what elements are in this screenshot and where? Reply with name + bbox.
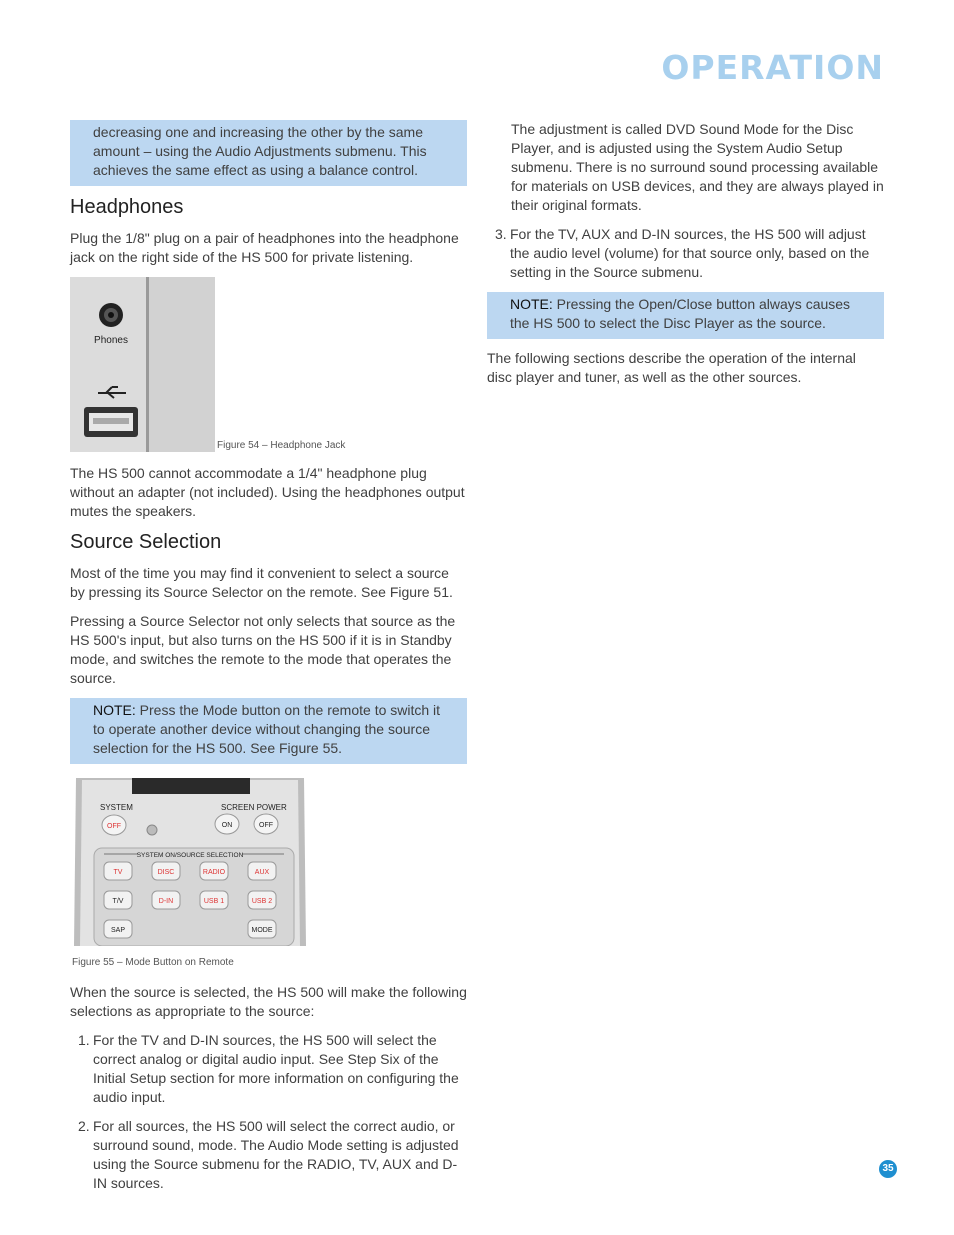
right-list — [487, 225, 884, 282]
note-text: Press the Mode button on the remote to switch it to operate another device without changing the source selection for the HS 500. See Figure 55. — [93, 702, 441, 756]
right-paragraph-1: The adjustment is called DVD Sound Mode for the Disc Player, and is adjusted using the System Audio Setup submenu. There is no surround sound processing available for materials on USB devices, and they are always played in their original formats. — [511, 121, 884, 213]
right-column — [487, 120, 884, 397]
right-paragraph-2: The following sections describe the operation of the internal disc player and tuner, as well as the other sources. — [487, 350, 856, 385]
source-selection-heading: Source Selection — [70, 531, 222, 553]
figure-headphone-jack — [70, 277, 467, 452]
svg-text:RADIO: RADIO — [202, 869, 226, 876]
page-number-badge: 35 — [879, 1160, 897, 1178]
note-box-open-close — [487, 292, 884, 339]
note-box-top: decreasing one and increasing the other by the same amount – using the Audio Adjustments submenu. This achieves the same effect as using a balance control. — [70, 120, 467, 186]
figure-54-caption: Figure 54 – Headphone Jack — [217, 440, 346, 451]
remote-photo — [70, 778, 310, 946]
indicator-light-icon — [147, 825, 157, 835]
source-paragraph-1: Most of the time you may find it convenient to select a source by pressing its Source Selector on the remote. See Figure 51. — [70, 565, 453, 600]
svg-text:ON: ON — [221, 822, 233, 829]
note-text: Pressing the Open/Close button always causes the HS 500 to select the Disc Player as the source. — [510, 296, 851, 331]
headphones-paragraph-1: Plug the 1/8" plug on a pair of headphones into the headphone jack on the right side of the HS 500 for private listening. — [70, 230, 459, 265]
left-column — [70, 120, 467, 1203]
svg-text:SAP: SAP — [110, 927, 126, 934]
list-item: 2. For all sources, the HS 500 will select the correct audio, or surround sound, mode. The Audio Mode setting is adjusted using the Source submenu for the RADIO, TV, AUX and D-IN sources. — [78, 1118, 459, 1191]
svg-text:SYSTEM ON/SOURCE SELECTION: SYSTEM ON/SOURCE SELECTION — [136, 852, 244, 859]
svg-text:OFF: OFF — [259, 822, 273, 829]
list-item: 1. For the TV and D-IN sources, the HS 500 will select the correct analog or digital audio input. See Step Six of the Initial Setup section for more information on configuring the audio input. — [78, 1032, 459, 1105]
figure-remote — [70, 778, 467, 969]
svg-text:DISC: DISC — [157, 869, 175, 876]
svg-text:SYSTEM: SYSTEM — [100, 803, 133, 812]
note-box-mode — [70, 698, 467, 764]
headphones-heading: Headphones — [70, 196, 184, 218]
headphones-paragraph-2: The HS 500 cannot accommodate a 1/4" headphone plug without an adapter (not included). Using the headphones output mutes the speakers. — [70, 465, 465, 519]
svg-text:SCREEN POWER: SCREEN POWER — [221, 803, 287, 812]
svg-text:T/V: T/V — [112, 898, 124, 905]
source-selection-list — [70, 1031, 467, 1193]
note-label: NOTE: — [93, 702, 136, 718]
svg-text:OFF: OFF — [107, 823, 121, 830]
note-label: NOTE: — [510, 296, 553, 312]
page-title: OPERATION — [661, 48, 884, 87]
svg-text:D-IN: D-IN — [158, 898, 174, 905]
list-item: 3. For the TV, AUX and D-IN sources, the HS 500 will adjust the audio level (volume) for that source only, based on the setting in the Source submenu. — [495, 226, 870, 280]
svg-text:MODE: MODE — [251, 927, 273, 934]
svg-text:TV: TV — [113, 869, 123, 876]
source-paragraph-2: Pressing a Source Selector not only selects that source as the HS 500's input, but also turns on the HS 500 if it is in Standby mode, and switches the remote to the mode that operates the source. — [70, 613, 456, 686]
svg-text:USB 2: USB 2 — [251, 898, 273, 905]
headphone-jack-photo — [70, 277, 215, 452]
svg-text:AUX: AUX — [254, 869, 270, 876]
source-paragraph-3: When the source is selected, the HS 500 will make the following selections as appropriate to the source: — [70, 984, 467, 1019]
svg-text:USB 1: USB 1 — [203, 898, 225, 905]
phones-label: Phones — [94, 335, 128, 346]
figure-55-caption: Figure 55 – Mode Button on Remote — [72, 957, 234, 968]
